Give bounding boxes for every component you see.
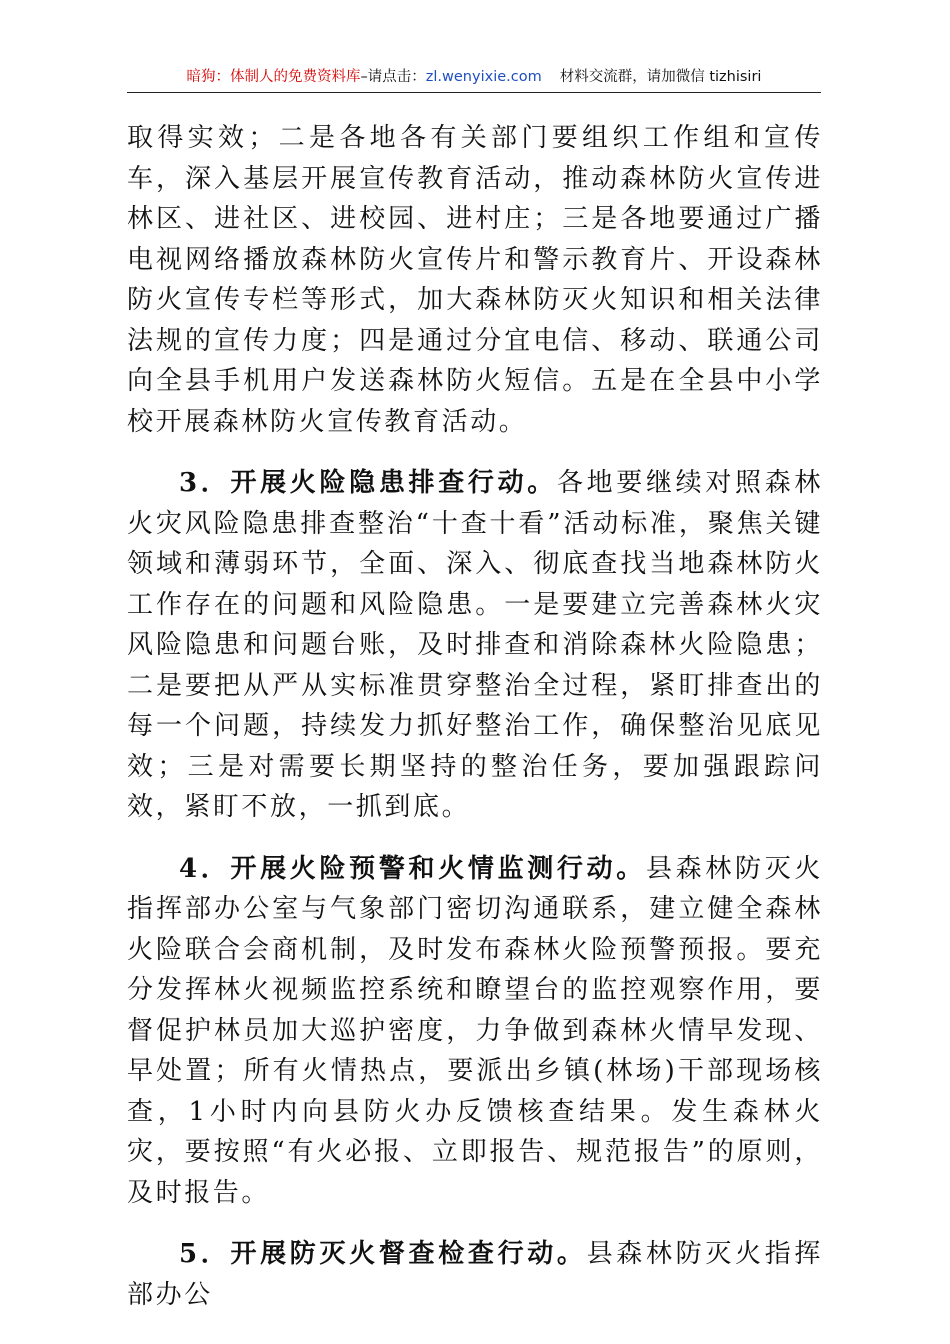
header-brand: 暗狗：体制人的免费资料库: [186, 69, 361, 85]
paragraph-heading: 4．开展火险预警和火情监测行动。: [179, 853, 646, 884]
document-body: [127, 118, 823, 1315]
paragraph-supervision: [127, 1234, 823, 1315]
header-link[interactable]: zl.wenyixie.com: [425, 69, 542, 85]
header-contact: 材料交流群，请加微信 tizhisiri: [559, 69, 762, 85]
paragraph-text: 县森林防灭火指挥部办公: [127, 1239, 823, 1310]
paragraph-warning-monitoring: [127, 849, 823, 1214]
paragraph-heading: 3．开展火险隐患排查行动。: [179, 468, 557, 498]
header-prompt: –请点击：: [360, 69, 426, 85]
paragraph-heading: 5．开展防灭火督查检查行动。: [179, 1239, 587, 1269]
paragraph-text: 取得实效；二是各地各有关部门要组织工作组和宣传车，深入基层开展宣传教育活动，推动森林防火宣传进林区、进社区、进校园、进村庄；三是各地要通过广播电视网络播放森林防火宣传片和警示教育片、开设森林防火宣传专栏等形式，加大森林防灭火知识和相关法律法规的宣传力度；四是通过分宜电信、移动、联通公司向全县手机用户发送森林防火短信。五是在全县中小学校开展森林防火宣传教育活动。: [127, 123, 823, 437]
paragraph-continuation: [127, 118, 823, 442]
paragraph-text: 县森林防灭火指挥部办公室与气象部门密切沟通联系，建立健全森林火险联合会商机制，及时发布森林火险预警预报。要充分发挥林火视频监控系统和瞭望台的监控观察作用，要督促护林员加大巡护密度，力争做到森林火情早发现、早处置；所有火情热点，要派出乡镇(林场)干部现场核查，1小时内向县防火办反馈核查结果。发生森林火灾，要按照“有火必报、立即报告、规范报告”的原则，及时报告。: [127, 853, 823, 1208]
paragraph-text: 各地要继续对照森林火灾风险隐患排查整治“十查十看”活动标准，聚焦关键领域和薄弱环节，全面、深入、彻底查找当地森林防火工作存在的问题和风险隐患。一是要建立完善森林火灾风险隐患和问题台账，及时排查和消除森林火险隐患；二是要把从严从实标准贯穿整治全过程，紧盯排查出的每一个问题，持续发力抓好整治工作，确保整治见底见效；三是对需要长期坚持的整治任务，要加强跟踪问效，紧盯不放，一抓到底。: [127, 468, 823, 822]
page-header: [127, 66, 821, 93]
paragraph-hazard-inspection: [127, 463, 823, 828]
